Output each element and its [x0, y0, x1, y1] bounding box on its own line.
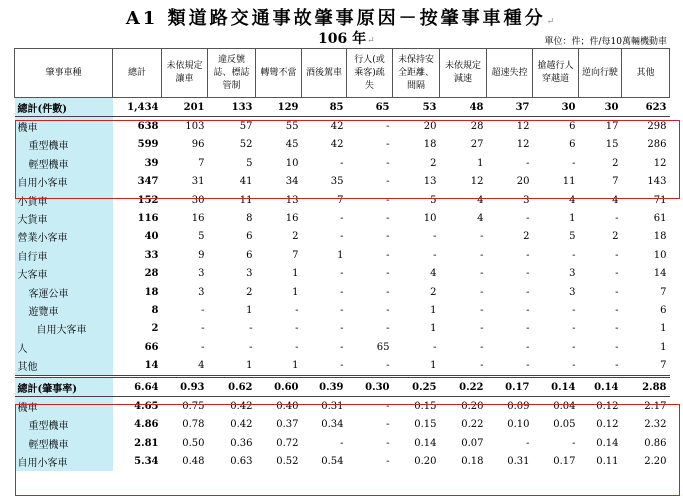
table-cell: -: [526, 304, 530, 316]
table-cell: 4.65: [134, 400, 159, 412]
table-cell: 10: [423, 213, 437, 225]
table-cell: 96: [191, 139, 205, 151]
row-label: 自行車: [15, 246, 113, 264]
table-row: [15, 136, 670, 154]
table-cell: -: [572, 437, 576, 449]
table-cell: 0.86: [644, 437, 667, 449]
table-row: [15, 434, 670, 452]
table-cell: 3: [569, 286, 576, 298]
table-cell: 0.17: [487, 376, 533, 396]
table-cell: -: [386, 194, 390, 206]
table-row: [15, 117, 670, 136]
table-cell: 1: [660, 341, 667, 353]
table-cell: -: [480, 268, 484, 280]
table-cell: 0.05: [553, 419, 576, 431]
table-cell: 2: [151, 323, 159, 335]
table-cell: 85: [302, 98, 347, 117]
table-cell: 12: [470, 176, 484, 188]
table-cell: -: [340, 341, 344, 353]
table-cell: 1: [337, 249, 344, 261]
table-cell: -: [615, 360, 619, 372]
table-cell: 0.31: [321, 400, 344, 412]
table-cell: 298: [647, 121, 667, 133]
table-cell: -: [480, 231, 484, 243]
row-label: 輕型機車: [15, 434, 113, 452]
table-cell: 40: [144, 231, 159, 243]
table-cell: 0.50: [182, 437, 205, 449]
table-cell: 2: [292, 231, 299, 243]
table-cell: -: [386, 213, 390, 225]
table-cell: 0.31: [507, 456, 530, 468]
table-cell: 5: [430, 194, 437, 206]
table-cell: 0.37: [276, 419, 299, 431]
row-label: 小貨車: [15, 191, 113, 209]
table-cell: 1: [246, 360, 253, 372]
table-cell: -: [386, 419, 390, 431]
table-cell: 1: [292, 360, 299, 372]
row-label: 自用小客車: [15, 173, 113, 191]
table-cell: -: [615, 268, 619, 280]
table-cell: -: [386, 400, 390, 412]
table-cell: 15: [605, 139, 619, 151]
table-cell: 12: [653, 157, 667, 169]
table-cell: 14: [144, 360, 159, 372]
table-cell: -: [433, 231, 437, 243]
table-cell: 18: [653, 231, 667, 243]
table-cell: -: [526, 249, 530, 261]
table-cell: 9: [198, 249, 205, 261]
table-cell: 31: [191, 176, 205, 188]
table-cell: 0.25: [393, 376, 440, 396]
table-cell: 3: [246, 268, 253, 280]
table-cell: 42: [330, 121, 344, 133]
table-cell: -: [386, 157, 390, 169]
table-cell: -: [249, 323, 253, 335]
table-cell: 2: [612, 157, 619, 169]
table-cell: 4: [477, 213, 484, 225]
table-cell: 0.52: [276, 456, 299, 468]
table-cell: 7: [612, 176, 619, 188]
table-cell: 18: [423, 139, 437, 151]
table-cell: -: [615, 213, 619, 225]
table-cell: 39: [144, 157, 159, 169]
table-cell: 4: [198, 360, 205, 372]
column-header-2: 未依規定讓車: [162, 49, 208, 98]
table-cell: 129: [256, 98, 302, 117]
table-cell: 66: [144, 341, 159, 353]
table-cell: 12: [516, 121, 530, 133]
table-cell: -: [386, 304, 390, 316]
table-cell: 2.32: [644, 419, 667, 431]
table-cell: -: [572, 323, 576, 335]
table-cell: 37: [487, 98, 533, 117]
table-cell: 33: [144, 249, 159, 261]
table-cell: 0.04: [553, 400, 576, 412]
table-cell: 65: [347, 98, 393, 117]
table-cell: 13: [285, 194, 299, 206]
table-cell: 143: [647, 176, 667, 188]
table-cell: 0.14: [533, 376, 579, 396]
table-cell: 0.30: [347, 376, 393, 396]
table-cell: 0.07: [461, 437, 484, 449]
table-row: [15, 283, 670, 301]
table-row: [15, 191, 670, 209]
table-cell: 0.93: [162, 376, 208, 396]
table-row: [15, 338, 670, 356]
table-cell: 16: [191, 213, 205, 225]
table-cell: 133: [208, 98, 256, 117]
table-row: [15, 416, 670, 434]
row-label: 輕型機車: [15, 154, 113, 172]
table-cell: -: [572, 249, 576, 261]
table-cell: 0.63: [230, 456, 253, 468]
table-cell: -: [480, 360, 484, 372]
table-cell: 6: [246, 249, 253, 261]
table-cell: 6: [569, 121, 576, 133]
row-label: 機車: [15, 397, 113, 416]
row-label: 大貨車: [15, 209, 113, 227]
table-cell: 7: [198, 157, 205, 169]
table-row: [15, 154, 670, 172]
table-row: [15, 301, 670, 319]
table-cell: 27: [470, 139, 484, 151]
table-cell: 10: [285, 157, 299, 169]
table-cell: 17: [605, 121, 619, 133]
table-cell: 1: [430, 360, 437, 372]
table-cell: -: [386, 249, 390, 261]
table-cell: 28: [470, 121, 484, 133]
table-cell: 0.09: [507, 400, 530, 412]
table-cell: 11: [562, 176, 576, 188]
table-cell: 53: [393, 98, 440, 117]
table-cell: -: [340, 286, 344, 298]
table-row: [15, 376, 670, 396]
table-cell: 55: [285, 121, 299, 133]
table-cell: 0.15: [414, 400, 437, 412]
table-cell: -: [386, 268, 390, 280]
table-cell: -: [526, 213, 530, 225]
table-cell: 0.20: [461, 400, 484, 412]
column-header-0: 肇事車種: [15, 49, 113, 98]
table-cell: 18: [144, 286, 159, 298]
table-cell: -: [526, 286, 530, 298]
table-cell: 0.42: [230, 419, 253, 431]
table-cell: 152: [137, 194, 159, 206]
table-cell: -: [480, 304, 484, 316]
table-cell: 0.14: [414, 437, 437, 449]
table-cell: 2.81: [134, 437, 159, 449]
table-cell: 35: [330, 176, 344, 188]
table-cell: -: [386, 231, 390, 243]
table-cell: 30: [191, 194, 205, 206]
table-row: [15, 246, 670, 264]
table-cell: 13: [423, 176, 437, 188]
table-cell: -: [201, 341, 205, 353]
table-cell: 1: [660, 323, 667, 335]
table-cell: -: [386, 286, 390, 298]
table-cell: 48: [440, 98, 487, 117]
table-cell: -: [480, 323, 484, 335]
row-label: 機車: [15, 117, 113, 136]
table-cell: 71: [653, 194, 667, 206]
table-cell: -: [572, 157, 576, 169]
column-header-8: 未依規定減速: [440, 49, 487, 98]
table-cell: 1: [292, 286, 299, 298]
table-title: A1 類道路交通事故肇事原因－按肇事車種分↵: [125, 8, 558, 29]
table-cell: 0.15: [414, 419, 437, 431]
table-cell: 5.34: [134, 456, 159, 468]
table-cell: 0.18: [461, 456, 484, 468]
table-cell: 0.60: [256, 376, 302, 396]
table-cell: 1: [430, 304, 437, 316]
table-cell: 103: [185, 121, 205, 133]
table-cell: 3: [523, 194, 530, 206]
table-cell: 3: [569, 268, 576, 280]
table-cell: 34: [285, 176, 299, 188]
table-cell: -: [340, 323, 344, 335]
table-cell: -: [295, 304, 299, 316]
table-row: [15, 356, 670, 376]
row-label: 大客車: [15, 265, 113, 283]
table-cell: 0.10: [507, 419, 530, 431]
column-header-11: 逆向行駛: [579, 49, 622, 98]
table-body: [15, 98, 670, 471]
table-cell: 41: [239, 176, 253, 188]
table-cell: -: [615, 323, 619, 335]
column-header-3: 違反號誌、標誌管制: [208, 49, 256, 98]
table-cell: 0.39: [302, 376, 347, 396]
table-cell: 599: [137, 139, 159, 151]
table-cell: -: [201, 304, 205, 316]
row-label: 遊覽車: [15, 301, 113, 319]
header-row: [15, 49, 670, 98]
table-cell: 7: [660, 360, 667, 372]
table-cell: -: [480, 341, 484, 353]
table-cell: 0.17: [553, 456, 576, 468]
table-cell: 11: [239, 194, 253, 206]
table-cell: -: [340, 304, 344, 316]
table-cell: 3: [198, 286, 205, 298]
row-label: 重型機車: [15, 416, 113, 434]
table-cell: -: [615, 341, 619, 353]
table-cell: 14: [653, 268, 667, 280]
table-cell: 4: [430, 268, 437, 280]
unit-label: 單位：件；件/每10萬輛機動車: [544, 37, 667, 47]
table-cell: 7: [337, 194, 344, 206]
column-header-9: 超速失控: [487, 49, 533, 98]
table-cell: -: [480, 286, 484, 298]
table-cell: -: [615, 249, 619, 261]
table-cell: 0.22: [440, 376, 487, 396]
table-cell: -: [480, 249, 484, 261]
table-cell: 16: [285, 213, 299, 225]
table-cell: 0.14: [579, 376, 622, 396]
table-cell: -: [615, 304, 619, 316]
table-cell: 6: [569, 139, 576, 151]
table-cell: 347: [137, 176, 159, 188]
table-cell: -: [386, 456, 390, 468]
table-cell: -: [340, 360, 344, 372]
table-cell: 0.54: [321, 456, 344, 468]
table-cell: -: [572, 341, 576, 353]
table-cell: 4: [477, 194, 484, 206]
table-cell: -: [386, 437, 390, 449]
table-cell: 7: [660, 286, 667, 298]
table-cell: 0.62: [208, 376, 256, 396]
table-cell: 0.36: [230, 437, 253, 449]
table-cell: 61: [653, 213, 667, 225]
table-cell: 0.12: [596, 400, 619, 412]
table-cell: 4: [569, 194, 576, 206]
table-cell: 0.11: [596, 456, 619, 468]
table-cell: -: [526, 437, 530, 449]
table-cell: -: [526, 268, 530, 280]
table-cell: -: [386, 121, 390, 133]
table-cell: 0.72: [276, 437, 299, 449]
table-cell: -: [340, 231, 344, 243]
table-cell: 7: [292, 249, 299, 261]
table-cell: -: [526, 341, 530, 353]
table-cell: 2: [612, 231, 619, 243]
table-cell: 1: [246, 304, 253, 316]
table-cell: 0.34: [321, 419, 344, 431]
table-cell: 12: [516, 139, 530, 151]
table-cell: 5: [569, 231, 576, 243]
table-cell: -: [340, 437, 344, 449]
table-row: [15, 452, 670, 470]
table-cell: 1,434: [113, 98, 162, 117]
row-label: 其他: [15, 356, 113, 376]
accident-cause-table: [14, 48, 670, 471]
column-header-1: 總計: [113, 49, 162, 98]
table-cell: -: [526, 360, 530, 372]
row-label: 自用大客車: [15, 320, 113, 338]
table-cell: 2: [430, 286, 437, 298]
column-header-5: 酒後駕車: [302, 49, 347, 98]
table-cell: 6: [246, 231, 253, 243]
table-cell: 30: [579, 98, 622, 117]
table-cell: 0.40: [276, 400, 299, 412]
table-cell: 286: [647, 139, 667, 151]
table-cell: 116: [137, 213, 159, 225]
table-cell: 0.12: [596, 419, 619, 431]
table-cell: 201: [162, 98, 208, 117]
table-row: [15, 397, 670, 416]
table-cell: 45: [285, 139, 299, 151]
table-cell: -: [386, 360, 390, 372]
table-cell: 638: [137, 121, 159, 133]
table-cell: 28: [144, 268, 159, 280]
column-header-7: 未保持安全距離、間隔: [393, 49, 440, 98]
table-cell: -: [572, 304, 576, 316]
table-row: [15, 173, 670, 191]
table-cell: 623: [622, 98, 670, 117]
table-cell: -: [295, 323, 299, 335]
table-cell: 8: [246, 213, 253, 225]
table-cell: 0.75: [182, 400, 205, 412]
table-cell: 2: [246, 286, 253, 298]
table-cell: 6: [660, 304, 667, 316]
table-cell: 3: [198, 268, 205, 280]
row-label: 人: [15, 338, 113, 356]
table-row: [15, 98, 670, 117]
table-cell: 5: [246, 157, 253, 169]
table-cell: -: [249, 341, 253, 353]
row-label: 總計(肇事率): [15, 376, 113, 396]
table-cell: 2.20: [644, 456, 667, 468]
table-cell: -: [295, 341, 299, 353]
table-row: [15, 228, 670, 246]
column-header-4: 轉彎不當: [256, 49, 302, 98]
table-cell: 2.88: [622, 376, 670, 396]
table-cell: 1: [477, 157, 484, 169]
table-cell: -: [340, 268, 344, 280]
row-label: 總計(件數): [15, 98, 113, 117]
table-cell: 0.20: [414, 456, 437, 468]
row-label: 自用小客車: [15, 452, 113, 470]
table-cell: -: [526, 323, 530, 335]
table-row: [15, 209, 670, 227]
table-cell: 1: [569, 213, 576, 225]
row-label: 重型機車: [15, 136, 113, 154]
year-label: 106 年↵: [318, 31, 375, 47]
table-cell: -: [615, 286, 619, 298]
table-cell: 10: [653, 249, 667, 261]
table-cell: 65: [376, 341, 390, 353]
table-cell: -: [433, 341, 437, 353]
table-cell: 2: [523, 231, 530, 243]
table-cell: 0.42: [230, 400, 253, 412]
table-cell: 30: [533, 98, 579, 117]
column-header-6: 行人(或乘客)疏失: [347, 49, 393, 98]
table-cell: -: [340, 157, 344, 169]
table-cell: 20: [423, 121, 437, 133]
table-cell: -: [433, 249, 437, 261]
table-cell: 2.17: [644, 400, 667, 412]
table-cell: -: [526, 157, 530, 169]
table-cell: 8: [151, 304, 159, 316]
row-label: 營業小客車: [15, 228, 113, 246]
table-cell: 1: [292, 268, 299, 280]
table-cell: -: [386, 176, 390, 188]
table-row: [15, 320, 670, 338]
table-cell: 0.78: [182, 419, 205, 431]
table-cell: 4: [612, 194, 619, 206]
table-cell: 0.14: [596, 437, 619, 449]
table-cell: -: [572, 360, 576, 372]
column-header-12: 其他: [622, 49, 670, 98]
table-cell: 0.22: [461, 419, 484, 431]
table-cell: 0.48: [182, 456, 205, 468]
table-cell: 2: [430, 157, 437, 169]
table-cell: 20: [516, 176, 530, 188]
table-cell: 6.64: [113, 376, 162, 396]
table-cell: 4.86: [134, 419, 159, 431]
table-cell: -: [386, 139, 390, 151]
table-cell: -: [340, 213, 344, 225]
table-cell: 52: [239, 139, 253, 151]
row-label: 客運公車: [15, 283, 113, 301]
table-row: [15, 265, 670, 283]
table-cell: -: [201, 323, 205, 335]
table-cell: -: [386, 323, 390, 335]
table-cell: 1: [430, 323, 437, 335]
table-cell: 42: [330, 139, 344, 151]
table-cell: 57: [239, 121, 253, 133]
column-header-10: 搶越行人穿越道: [533, 49, 579, 98]
table-cell: 5: [198, 231, 205, 243]
